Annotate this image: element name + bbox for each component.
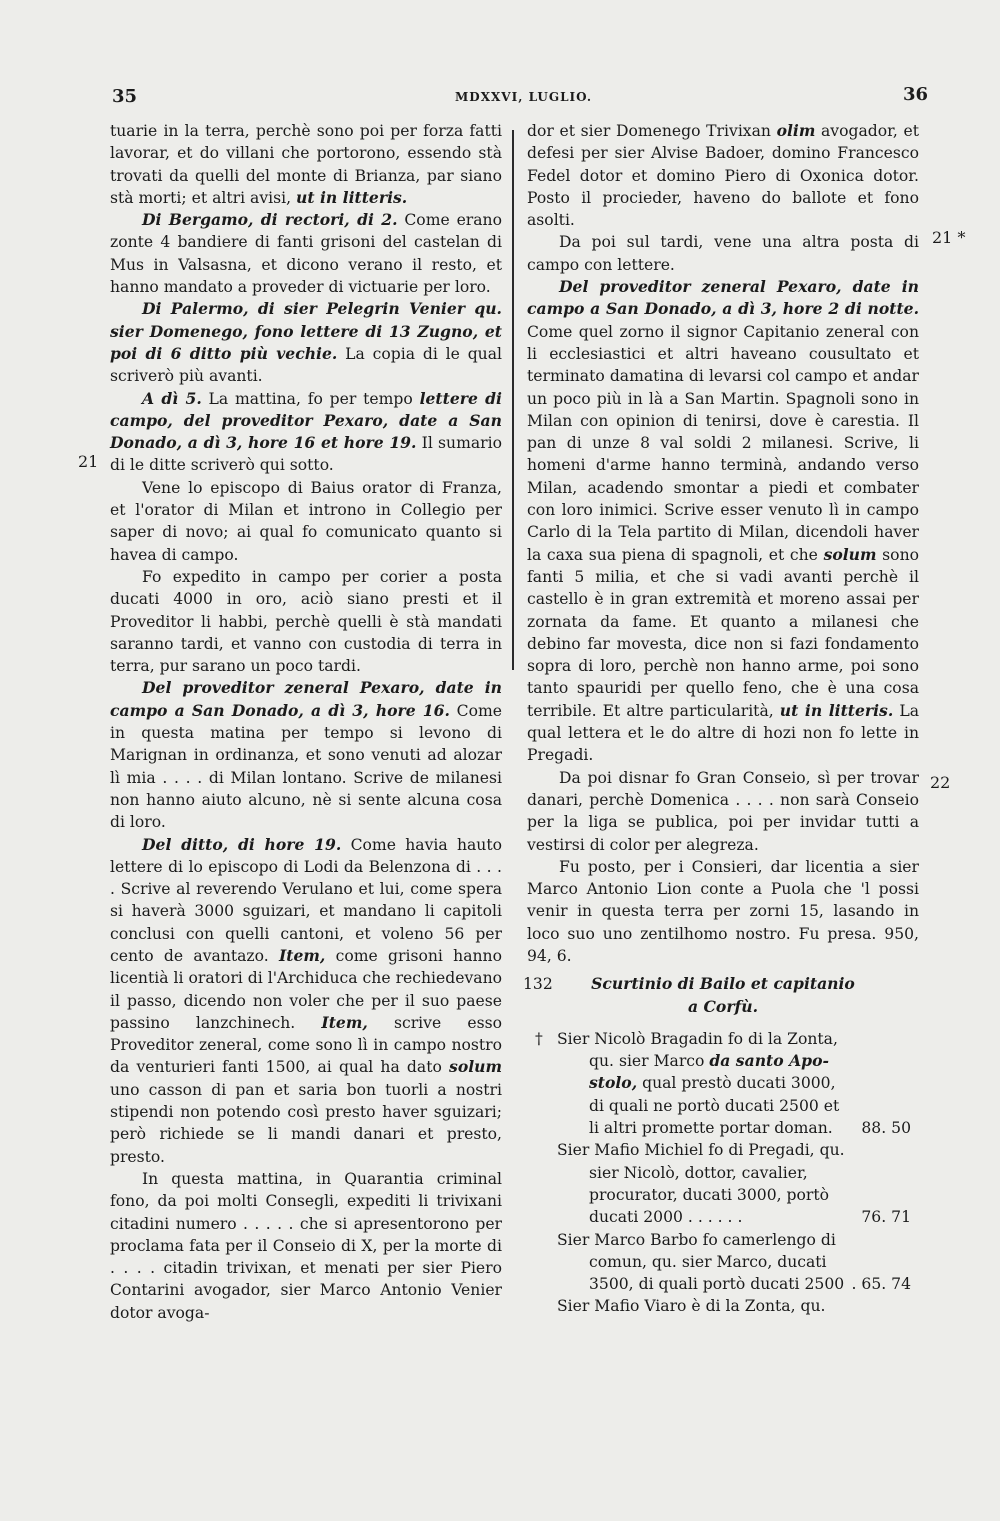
margin-number-right-21: 21 * xyxy=(932,228,966,247)
paragraph: In questa mattina, in Quarantia criminal fono, da poi molti Consegli, expediti li trivixani citadini numero . . . . . che si apresentorono per proclama fata per il Conseio di X, per la morte di . . . . citadin trivixan, et menati per sier Piero Contarini avogador, sier Marco Antonio Venier dotor avoga- xyxy=(110,1169,502,1322)
ballot-entry: † Sier Nicolò Bragadin fo di la Zonta, qu. sier Marco da santo Apo- stolo, qual prestò ducati 3000, di quali ne portò ducati 2500 et li altri promette portar doman. 88. 50 xyxy=(527,1028,919,1139)
vote-count: . 65. 74 xyxy=(851,1275,911,1294)
paragraph: Da poi disnar fo Gran Conseio, sì per trovar danari, perchè Domenica . . . . non sarà Conseio per la liga se publica, poi per invidar tutti a vestirsi di color per alegreza. xyxy=(527,768,919,854)
page-number-right: 36 xyxy=(903,84,929,105)
paragraph: Del proveditor zeneral Pexaro, date in campo a San Donado, a dì 3, hore 2 di notte. Come quel zorno il signor Capitanio zeneral con li ecclesiastici et altri haveano cousultato et terminato damatina di levarsi col campo et andar un poco più in là a San Martin. Spagnoli sono in Milan con opinion di tenirsi, dove è carestia. Il pan di unze 8 val soldi 2 milanesi. Scrive, li homeni d'arme hanno terminà, andando verso Milan, acadendo smontar a piedi et combater con loro inimici. Scrive esser venuto lì in campo Carlo di la Tela partito di Milan, dicendoli haver la caxa sua piena di spagnoli, et che solum sono fanti 5 milia, et che si vadi avanti perchè il castello è in gran extremità et moreno assai per zornata da fame. Et quanto a milanesi che debino far movesta, dice non si fazi fondamento sopra di loro, perchè non hanno arme, poi sono tanto spauridi per quello feno, che è una cosa terribile. Et altre particularità, ut in litteris. La qual lettera et le do altre di hozi non fo lette in Pregadi. xyxy=(527,277,920,765)
section-number: 132 xyxy=(523,975,553,994)
paragraph: Da poi sul tardi, vene una altra posta di campo con lettere. xyxy=(527,233,919,274)
margin-number-right-22: 22 xyxy=(930,773,951,792)
ballot-list xyxy=(527,1028,919,1318)
vote-count: 88. 50 xyxy=(861,1119,911,1138)
running-header xyxy=(0,86,1000,116)
paragraph: Fo expedito in campo per corier a posta ducati 4000 in oro, aciò siano presti et il Proveditor li habbi, perchè quelli è stà mandati saranno tardi, et vanno con custodia di terra in terra, pur sarano un poco tardi. xyxy=(110,567,502,676)
paragraph: Di Bergamo, di rectori, di 2. Come erano zonte 4 bandiere di fanti grisoni del castelan di Mus in Valsasna, et dicono verano il resto, et hanno mandato a proveder di victuarie per loro. xyxy=(110,210,502,297)
margin-number-left: 21 xyxy=(78,452,99,471)
cross-icon: † xyxy=(535,1029,543,1048)
vote-count: 76. 71 xyxy=(861,1208,911,1227)
ballot-entry: Sier Marco Barbo fo camerlengo di comun, qu. sier Marco, ducati 3500, di quali portò ducati 2500 . 65. 74 xyxy=(527,1229,919,1296)
paragraph: Del ditto, di hore 19. Come havia hauto lettere di lo episcopo di Lodi da Belenzona di . . . . Scrive al reverendo Verulano et lui, come spera si haverà 3000 sguizari, et mandano li capitoli conclusi con quelli cantoni, et voleno 56 per cento de avantazo. Item, come grisoni hanno licentià li oratori di l'Archiduca che rechiedevano il passo, dicendo non voler che per il suo paese passino lanzchinech. Item, scrive esso Proveditor zeneral, come sono lì in campo nostro da venturieri fanti 1500, ai qual ha dato solum uno casson di pan et saria bon tuorli a nostri stipendi non potendo così presto haver sguizari; però richiede se li mandi danari et presto, presto. xyxy=(110,834,502,1166)
page-number-left: 35 xyxy=(112,86,138,107)
paragraph: Vene lo episcopo di Baius orator di Franza, et l'orator di Milan et introno in Collegio per saper di novo; ai qual fo comunicato quanto si havea di campo. xyxy=(110,478,502,564)
running-title: MDXXVI, LUGLIO. xyxy=(455,90,593,104)
column-rule xyxy=(512,130,514,670)
right-column xyxy=(523,120,920,1318)
paragraph: Del proveditor zeneral Pexaro, date in campo a San Donado, a dì 3, hore 16. Come in questa matina per tempo si levono di Marignan in ordinanza, et sono venuti ad alozar lì mia . . . . di Milan lontano. Scrive de milanesi non hanno aiuto alcuno, nè si sente alcuna cosa di loro. xyxy=(110,678,502,832)
section-heading: 132 Scurtinio di Bailo et capitanio a Corfù. xyxy=(523,974,855,1016)
ballot-entry: Sier Mafio Michiel fo di Pregadi, qu. sier Nicolò, dottor, cavalier, procurator, ducati 3000, portò ducati 2000 . . . . . . 76. 71 xyxy=(527,1139,919,1228)
paragraph: Fu posto, per i Consieri, dar licentia a sier Marco Antonio Lion conte a Puola che 'l possi venir in questa terra per zorni 15, lasando in loco suo uno zentilhomo nostro. Fu presa. 950, 94, 6. xyxy=(527,857,919,965)
ballot-entry: Sier Mafio Viaro è di la Zonta, qu. xyxy=(557,1297,826,1316)
paragraph: dor et sier Domenego Trivixan olim avogador, et defesi per sier Alvise Badoer, domino Francesco Fedel dotor et domino Piero di Oxonica dotor. Posto il procieder, haveno do ballote et fono asolti. xyxy=(527,121,919,230)
paragraph: Di Palermo, di sier Pelegrin Venier qu. sier Domenego, fono lettere di 13 Zugno, et poi di 6 ditto più vechie. La copia di le qual scriverò più avanti. xyxy=(110,299,502,386)
left-column xyxy=(110,120,502,1324)
paragraph: tuarie in la terra, perchè sono poi per forza fatti lavorar, et do villani che portorono, essendo stà trovati da quelli del monte di Brianza, par siano stà morti; et altri avisi, ut in litteris. xyxy=(110,122,502,207)
paragraph: A dì 5. La mattina, fo per tempo lettere di campo, del proveditor Pexaro, date a San Donado, a dì 3, hore 16 et hore 19. Il sumario di le ditte scriverò qui sotto. xyxy=(110,388,502,475)
